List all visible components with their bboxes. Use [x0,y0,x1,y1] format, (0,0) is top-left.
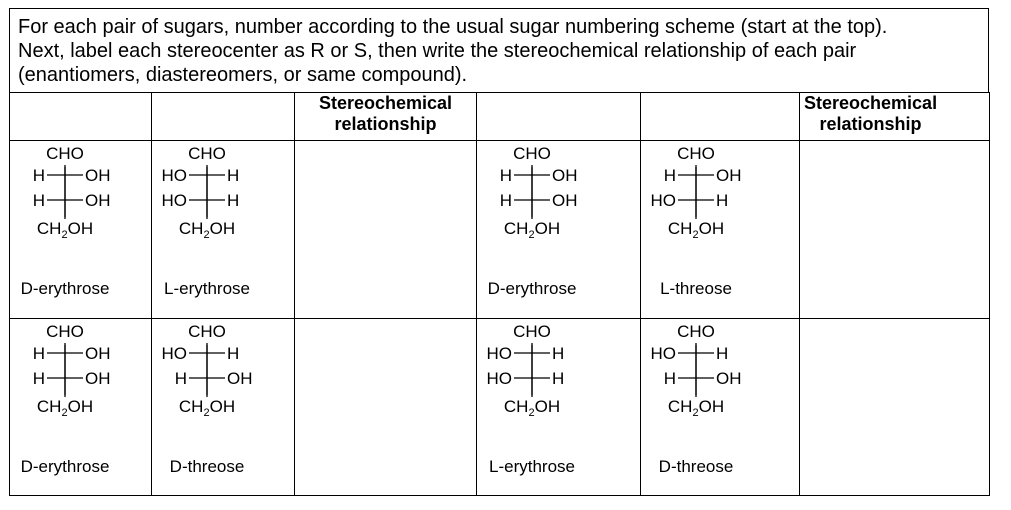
header-relationship-line-1: Stereochemical [318,93,453,113]
worksheet-table [9,92,990,496]
fischer-right-substituent: OH [85,369,111,388]
sugar-cell [477,141,641,319]
relationship-answer-cell[interactable] [800,141,990,319]
fischer-right-substituent: OH [552,166,578,185]
header-relationship-line-1: Stereochemical [804,93,938,113]
header-empty-4 [641,93,800,141]
instructions-line-1: For each pair of sugars, number according to the usual sugar numbering scheme (start at the top). [18,16,888,38]
fischer-left-substituent: HO [161,344,187,363]
instructions-line-3: (enantiomers, diastereomers, or same compound). [18,64,468,86]
relationship-answer-cell[interactable] [800,319,990,496]
fischer-right-substituent: OH [85,166,111,185]
fischer-bottom-group: $CH_2OH$ [667,219,725,241]
fischer-left-substituent: H [499,166,512,185]
header-empty-2 [152,93,295,141]
fischer-bottom-group: $CH_2OH$ [667,397,725,419]
fischer-top-group: CHO [513,322,551,341]
sugar-cell [10,319,152,496]
sugar-name: D-threose [169,457,245,476]
fischer-right-substituent: OH [85,344,111,363]
fischer-bottom-group: $CH_2OH$ [178,397,236,419]
sugar-name: D-threose [658,457,734,476]
fischer-left-substituent: H [32,191,45,210]
fischer-top-group: CHO [677,144,715,163]
fischer-left-substituent: H [663,166,676,185]
fischer-left-substituent: HO [486,369,512,388]
fischer-right-substituent: H [227,166,240,185]
fischer-right-substituent: H [552,344,565,363]
fischer-top-group: CHO [188,144,226,163]
header-relationship-line-2: relationship [334,114,437,134]
fischer-left-substituent: H [499,191,512,210]
sugar-name: L-erythrose [489,457,575,476]
sugar-name: D-erythrose [487,279,577,298]
fischer-projection [10,141,150,306]
header-relationship-line-2: relationship [819,114,922,134]
header-relationship-2 [800,93,990,141]
fischer-top-group: CHO [188,322,226,341]
fischer-top-group: CHO [46,322,84,341]
instructions-line-2: Next, label each stereocenter as R or S, then write the stereochemical relationship of each pair [18,40,857,62]
fischer-right-substituent: OH [85,191,111,210]
fischer-left-substituent: H [32,344,45,363]
fischer-right-substituent: OH [227,369,253,388]
header-empty-3 [477,93,641,141]
fischer-right-substituent: OH [716,369,742,388]
header-relationship-1 [295,93,477,141]
header-row [10,93,990,141]
fischer-bottom-group: $CH_2OH$ [503,219,561,241]
sugar-cell [152,319,295,496]
fischer-right-substituent: OH [552,191,578,210]
fischer-right-substituent: H [227,191,240,210]
fischer-top-group: CHO [513,144,551,163]
sugar-name: L-threose [660,279,732,298]
relationship-answer-cell[interactable] [295,319,477,496]
fischer-projection [10,319,150,484]
fischer-left-substituent: HO [161,166,187,185]
fischer-top-group: CHO [46,144,84,163]
sugar-cell [641,141,800,319]
sugar-cell [641,319,800,496]
instructions-box [9,8,989,92]
fischer-projection [477,141,617,306]
fischer-left-substituent: H [32,166,45,185]
fischer-right-substituent: H [716,344,729,363]
fischer-left-substituent: H [32,369,45,388]
fischer-projection [477,319,617,484]
fischer-bottom-group: $CH_2OH$ [36,397,94,419]
pair-row-2 [10,319,990,496]
pair-row-1 [10,141,990,319]
fischer-bottom-group: $CH_2OH$ [178,219,236,241]
sugar-cell [152,141,295,319]
fischer-projection [152,319,292,484]
fischer-right-substituent: OH [716,166,742,185]
fischer-projection [641,319,781,484]
fischer-left-substituent: H [174,369,187,388]
relationship-answer-cell[interactable] [295,141,477,319]
fischer-right-substituent: H [552,369,565,388]
sugar-name: D-erythrose [20,279,110,298]
fischer-projection [641,141,781,306]
fischer-left-substituent: HO [650,191,676,210]
fischer-left-substituent: HO [486,344,512,363]
fischer-right-substituent: H [716,191,729,210]
fischer-left-substituent: HO [161,191,187,210]
header-empty-1 [10,93,152,141]
fischer-left-substituent: HO [650,344,676,363]
sugar-name: D-erythrose [20,457,110,476]
fischer-right-substituent: H [227,344,240,363]
fischer-top-group: CHO [677,322,715,341]
fischer-bottom-group: $CH_2OH$ [36,219,94,241]
sugar-cell [477,319,641,496]
sugar-name: L-erythrose [164,279,250,298]
sugar-cell [10,141,152,319]
fischer-projection [152,141,292,306]
fischer-bottom-group: $CH_2OH$ [503,397,561,419]
fischer-left-substituent: H [663,369,676,388]
